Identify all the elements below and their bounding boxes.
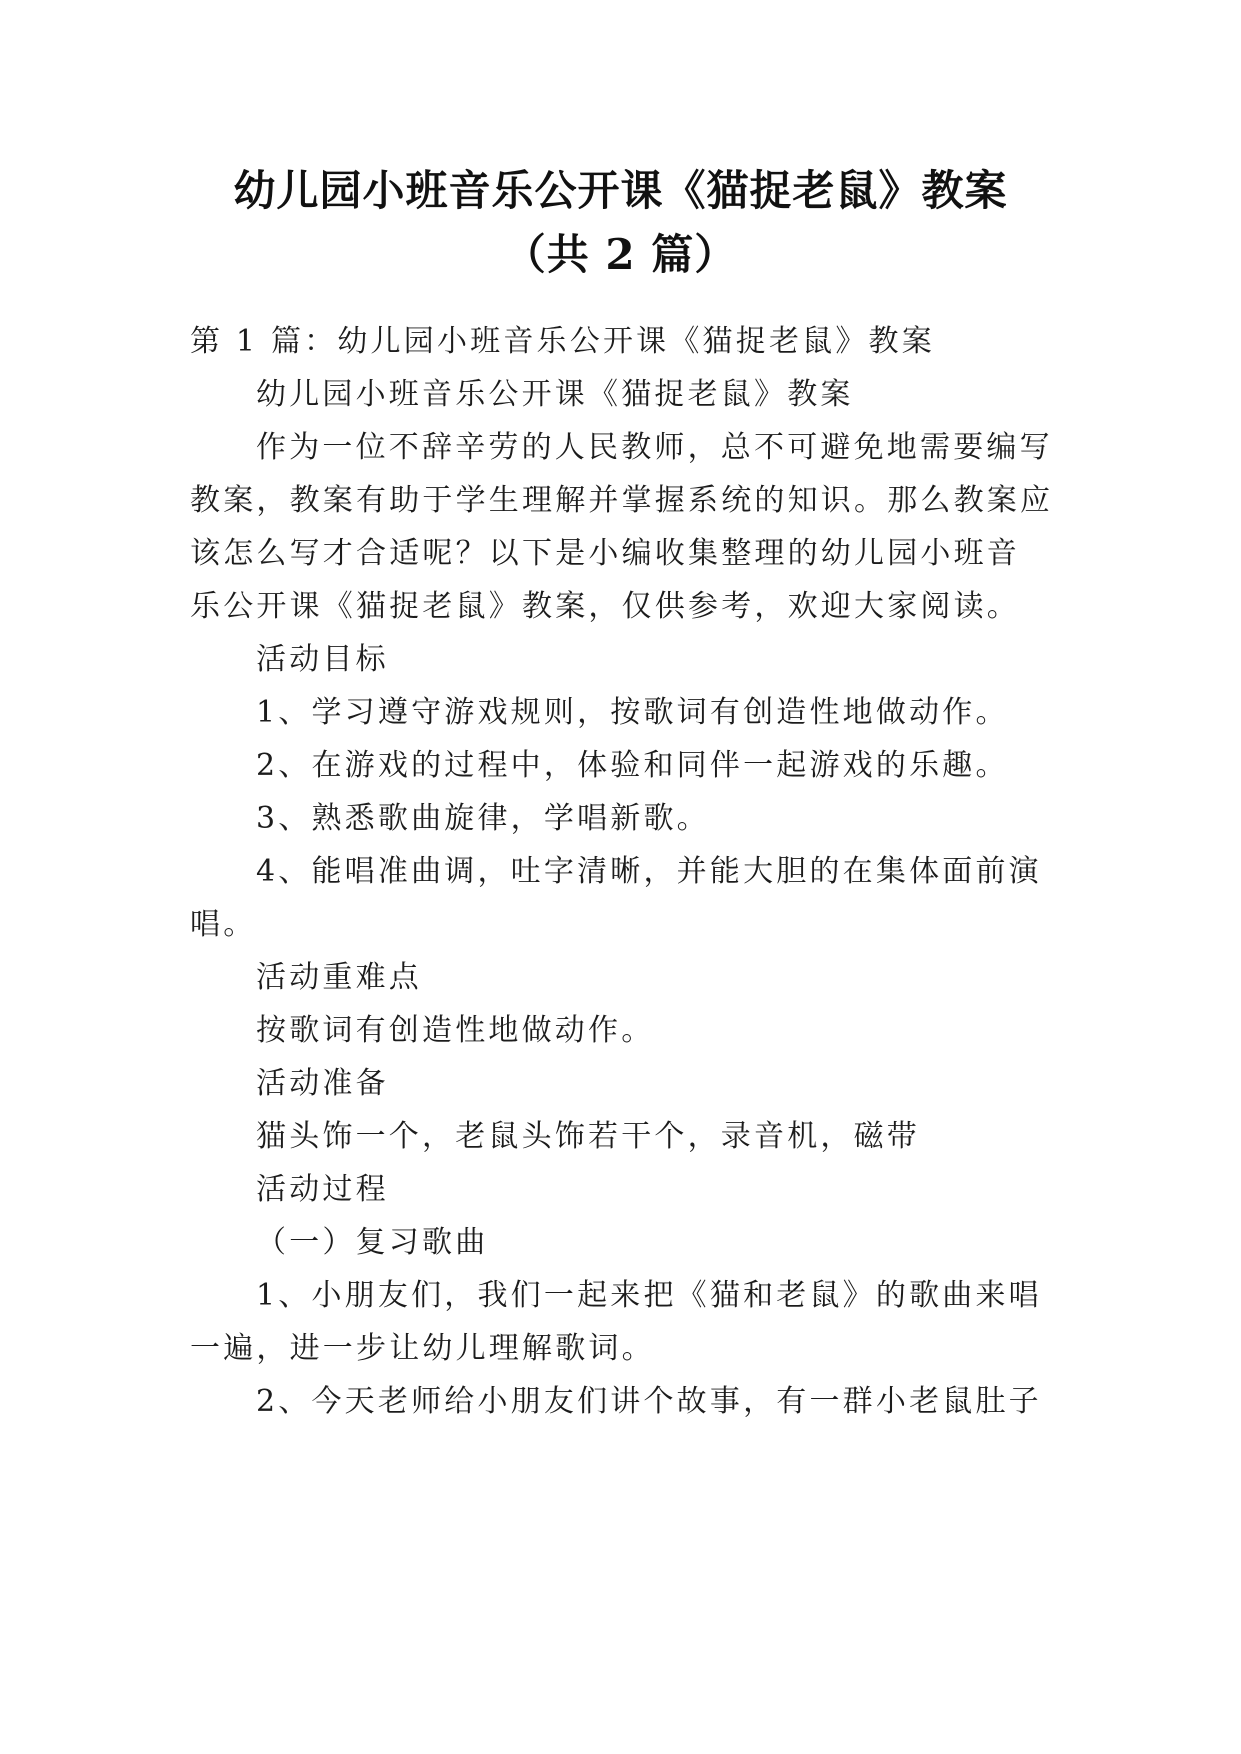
list-item: 2、今天老师给小朋友们讲个故事，有一群小老鼠肚子 bbox=[256, 1384, 1042, 1419]
paragraph-line: 幼儿园小班音乐公开课《猫捉老鼠》教案 bbox=[256, 377, 854, 412]
list-item: 2、在游戏的过程中，体验和同伴一起游戏的乐趣。 bbox=[256, 748, 1009, 783]
section-heading: 活动目标 bbox=[256, 642, 389, 677]
list-item: 3、熟悉歌曲旋律，学唱新歌。 bbox=[256, 801, 710, 836]
paragraph-line: 猫头饰一个，老鼠头饰若干个，录音机，磁带 bbox=[256, 1119, 920, 1154]
list-item-continuation: 唱。 bbox=[190, 907, 257, 942]
list-item: 4、能唱准曲调，吐字清晰，并能大胆的在集体面前演 bbox=[256, 854, 1042, 889]
list-item: 1、小朋友们，我们一起来把《猫和老鼠》的歌曲来唱 bbox=[256, 1278, 1042, 1313]
paragraph-line: 按歌词有创造性地做动作。 bbox=[256, 1013, 655, 1048]
paragraph-line: 该怎么写才合适呢？以下是小编收集整理的幼儿园小班音 bbox=[190, 536, 1020, 571]
subsection-heading: （一）复习歌曲 bbox=[256, 1225, 489, 1260]
document-title-line-1: 幼儿园小班音乐公开课《猫捉老鼠》教案 bbox=[233, 166, 1008, 215]
article-heading: 第 1 篇：幼儿园小班音乐公开课《猫捉老鼠》教案 bbox=[190, 324, 935, 359]
section-heading: 活动过程 bbox=[256, 1172, 389, 1207]
paragraph-line: 作为一位不辞辛劳的人民教师，总不可避免地需要编写 bbox=[256, 430, 1053, 465]
paragraph-line: 教案，教案有助于学生理解并掌握系统的知识。那么教案应 bbox=[190, 483, 1054, 518]
section-heading: 活动准备 bbox=[256, 1066, 389, 1101]
section-heading: 活动重难点 bbox=[256, 960, 422, 995]
document-title-line-2: （共 2 篇） bbox=[503, 230, 738, 279]
paragraph-line: 乐公开课《猫捉老鼠》教案，仅供参考，欢迎大家阅读。 bbox=[190, 589, 1020, 624]
list-item-continuation: 一遍，进一步让幼儿理解歌词。 bbox=[190, 1331, 655, 1366]
list-item: 1、学习遵守游戏规则，按歌词有创造性地做动作。 bbox=[256, 695, 1009, 730]
